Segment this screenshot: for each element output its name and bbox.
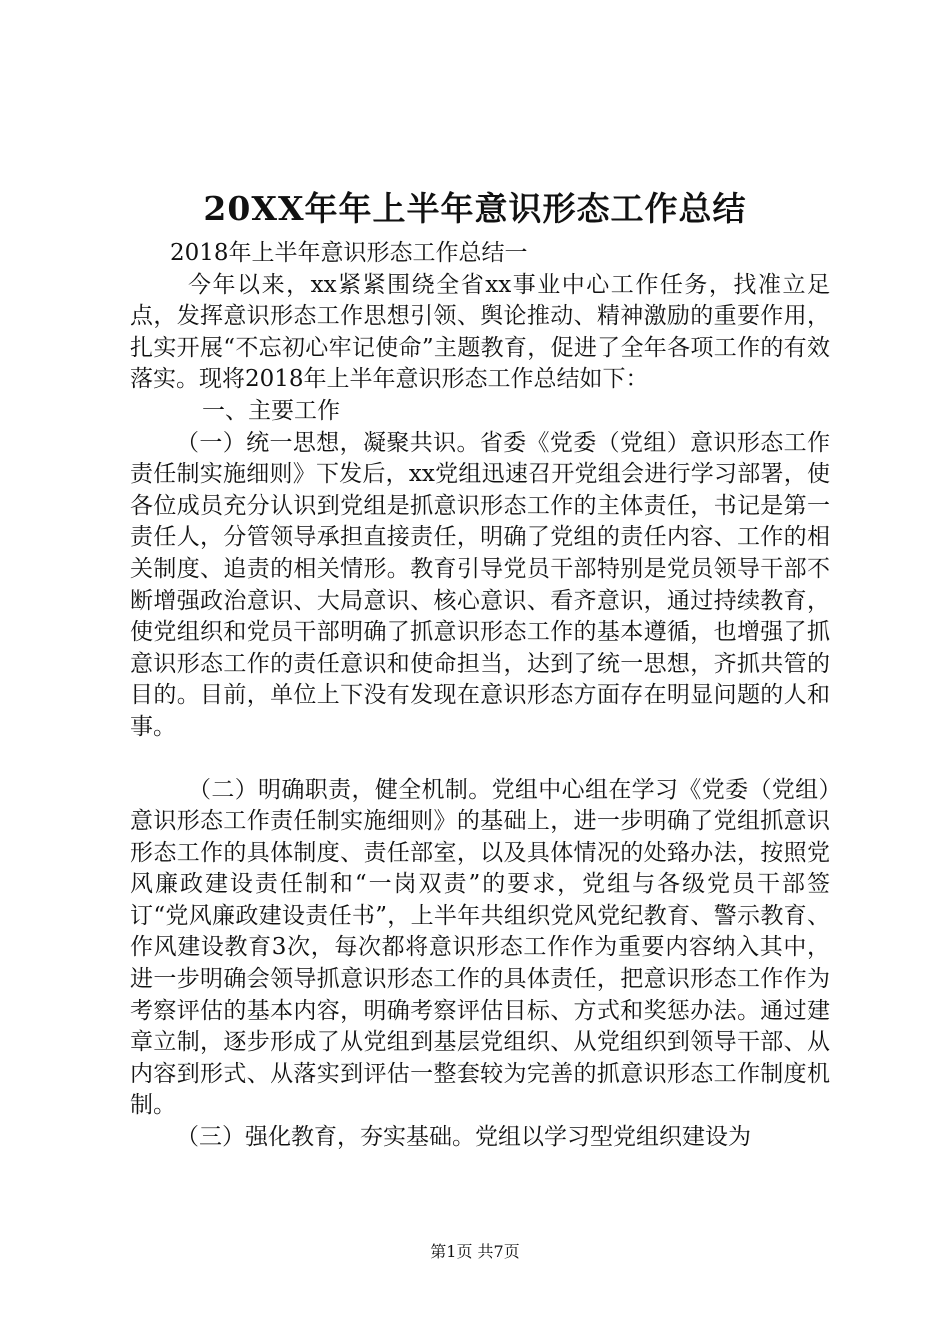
section-1-paragraph: （一）统一思想，凝聚共识。省委《党委（党组）意识形态工作责任制实施细则》下发后，xx党组迅速召开党组会进行学习部署，使各位成员充分认识到党组是抓意识形态工作的主体责任，书记是第一责任人，分管领导承担直接责任，明确了党组的责任内容、工作的相关制度、追责的相关情形。教育引导党员干部特别是党员领导干部不断增强政治意识、大局意识、核心意识、看齐意识，通过持续教育，使党组织和党员干部明确了抓意识形态工作的基本遵循，也增强了抓意识形态工作的责任意识和使命担当，达到了统一思想，齐抓共管的目的。目前，单位上下没有发现在意识形态方面存在明显问题的人和事。 — [130, 429, 830, 740]
section-3-paragraph: （三）强化教育，夯实基础。党组以学习型党组织建设为 — [176, 1124, 751, 1151]
section-heading-main-work: 一、主要工作 — [202, 397, 340, 424]
document-title: 20XX年年上半年意识形态工作总结 — [203, 189, 747, 228]
document-body — [130, 238, 830, 1154]
section-2-paragraph: （二）明确职责，健全机制。党组中心组在学习《党委（党组）意识形态工作责任制实施细则》的基础上，进一步明确了党组抓意识形态工作的具体制度、责任部室，以及具体情况的处臵办法，按照党风廉政建设责任制和“一岗双责”的要求，党组与各级党员干部签订“党风廉政建设责任书”，上半年共组织党风党纪教育、警示教育、作风建设教育3次，每次都将意识形态工作作为重要内容纳入其中，进一步明确会领导抓意识形态工作的具体责任，把意识形态工作作为考察评估的基本内容，明确考察评估目标、方式和奖惩办法。通过建章立制，逐步形成了从党组到基层党组织、从党组织到领导干部、从内容到形式、从落实到评估一整套较为完善的抓意识形态工作制度机制。 — [130, 776, 830, 1119]
intro-paragraph: 今年以来，xx紧紧围绕全省xx事业中心工作任务，找准立足点，发挥意识形态工作思想引领、舆论推动、精神激励的重要作用，扎实开展“不忘初心牢记使命”主题教育，促进了全年各项工作的有效落实。现将2018年上半年意识形态工作总结如下： — [130, 271, 830, 393]
paragraph-gap — [130, 744, 830, 775]
document-subtitle: 2018年上半年意识形态工作总结一 — [170, 240, 528, 266]
page-number-footer: 第1页 共7页 — [430, 1242, 520, 1261]
